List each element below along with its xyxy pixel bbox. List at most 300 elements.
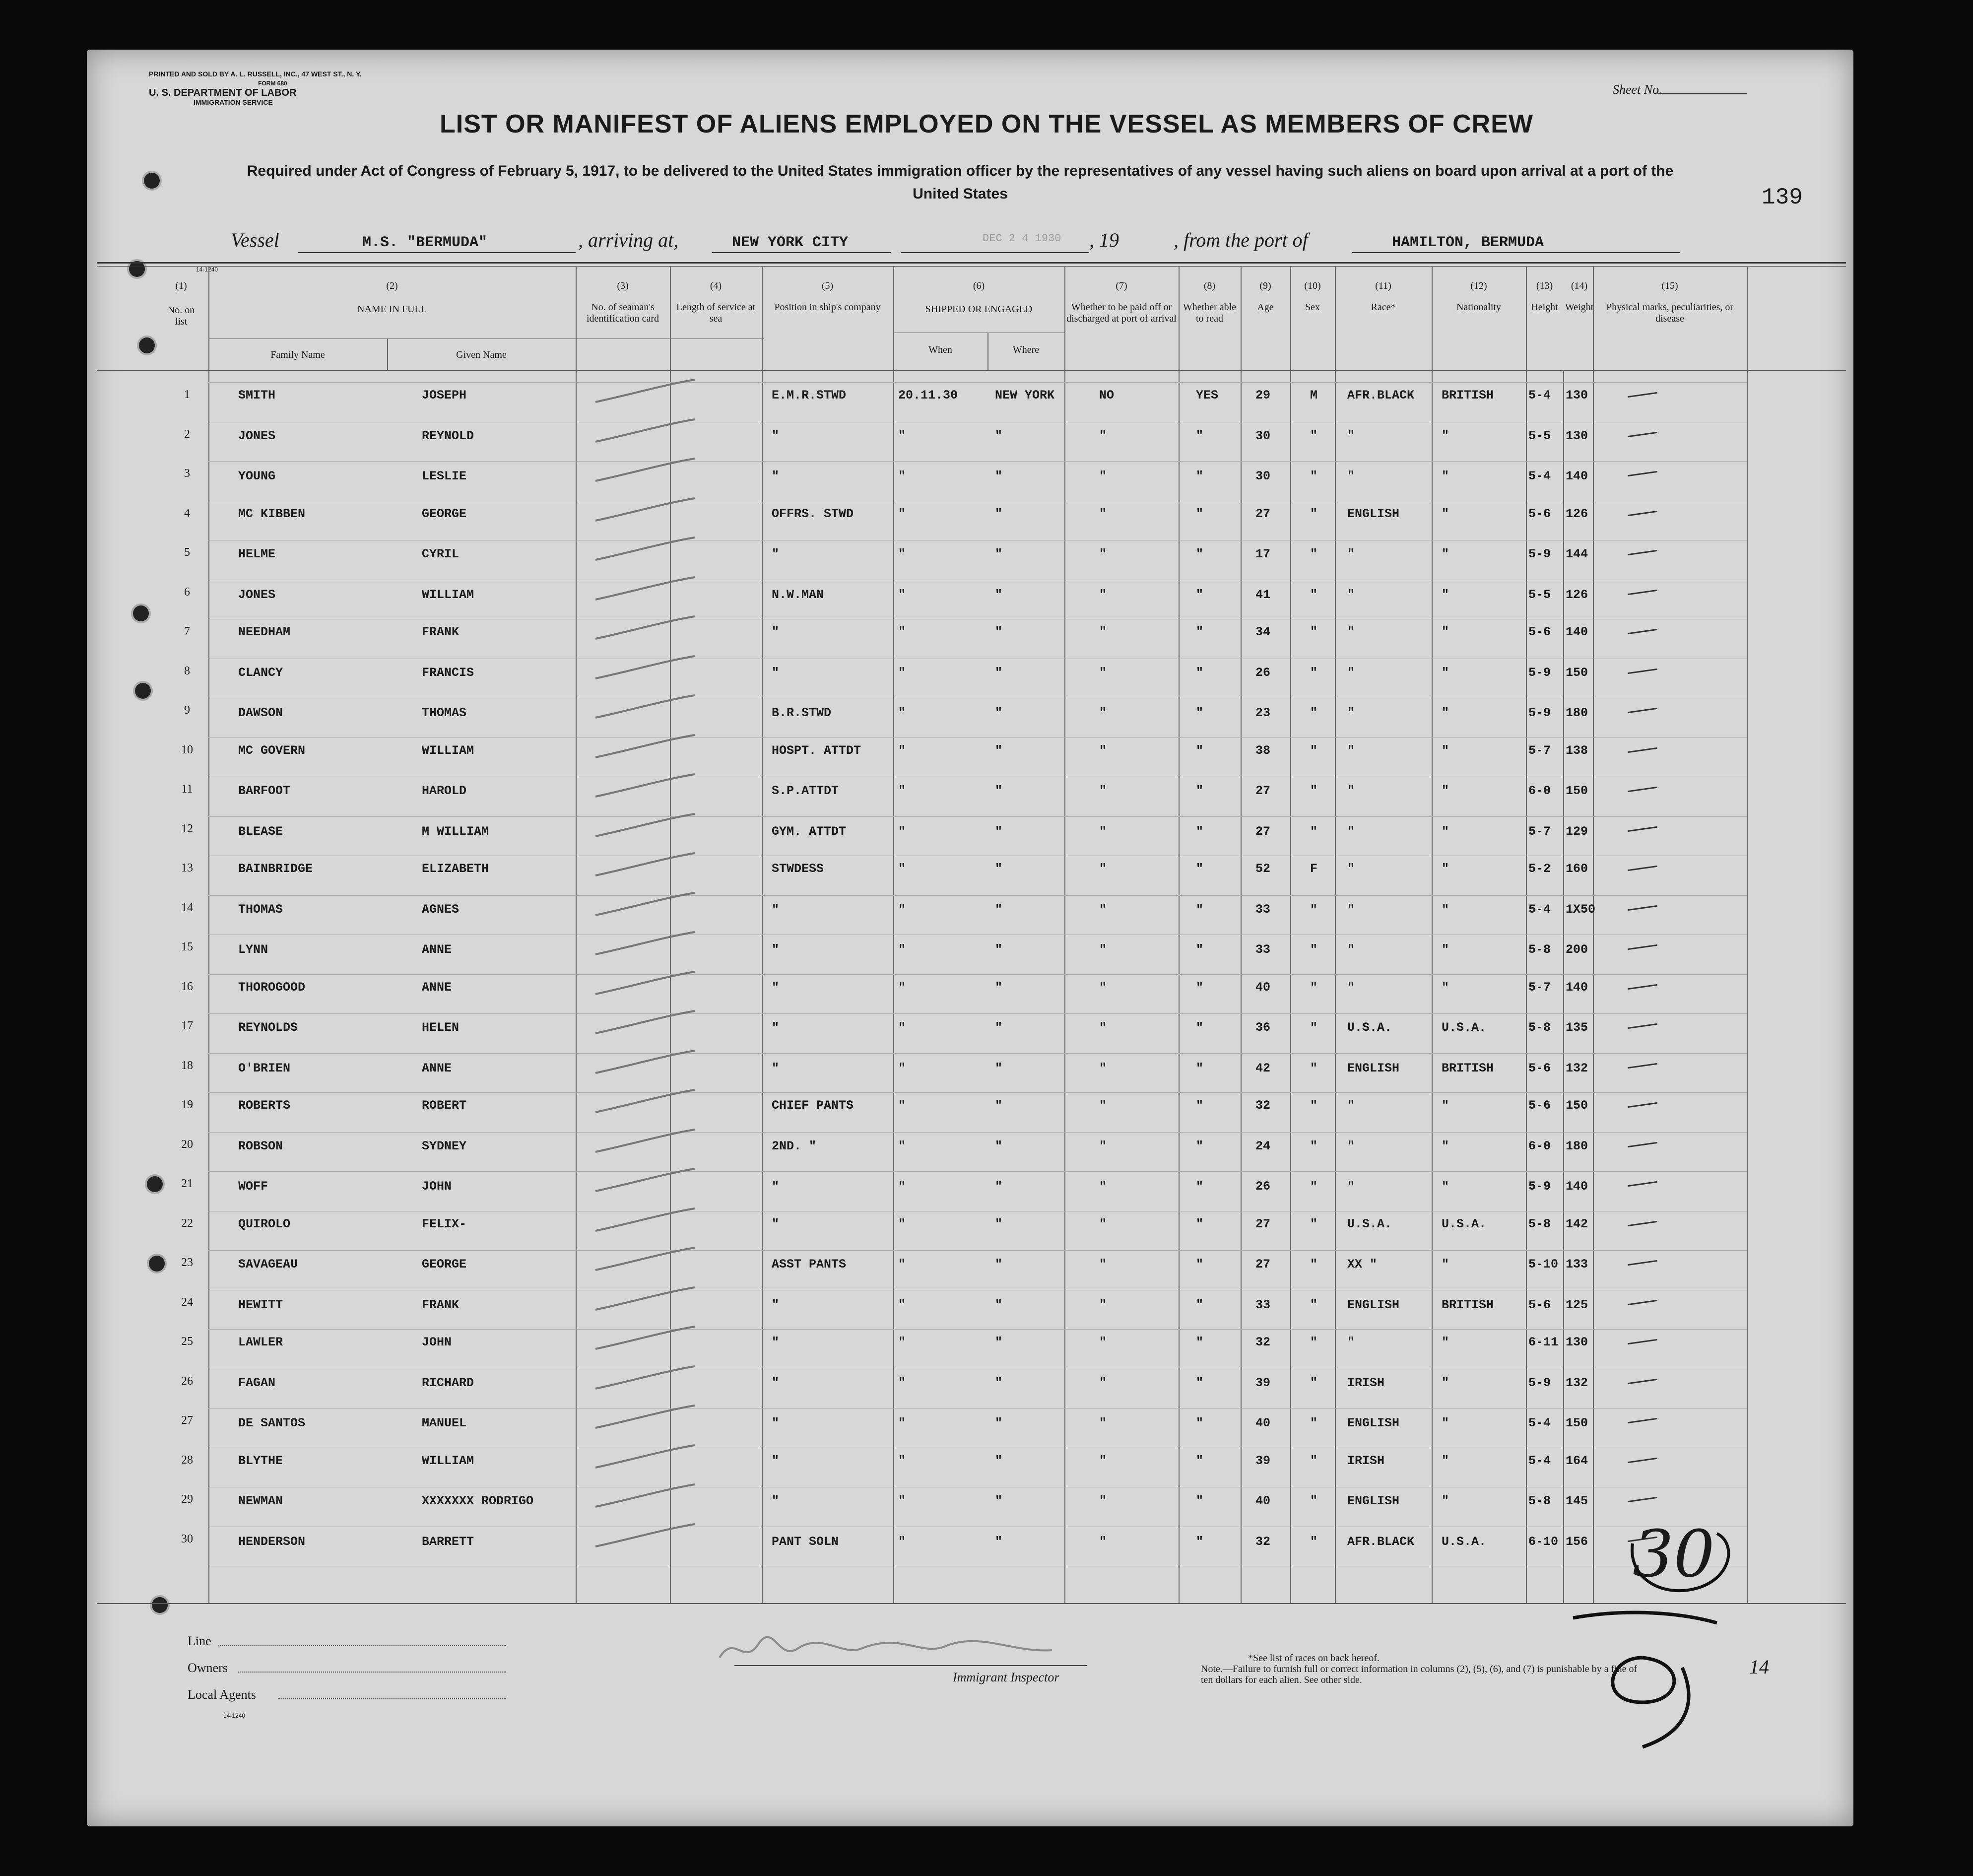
- cell-nationality: U.S.A.: [1442, 1535, 1487, 1549]
- arriving-underline: [712, 252, 891, 253]
- handwritten-total: 30: [1633, 1516, 1715, 1592]
- cell-where: ": [995, 784, 1003, 798]
- cell-sex: ": [1310, 784, 1318, 798]
- cell-position: ": [772, 942, 780, 957]
- cell-age: 27: [1255, 1217, 1271, 1231]
- cell-height: 5-2: [1528, 862, 1551, 876]
- cell-given: HELEN: [422, 1020, 460, 1035]
- column-number-race: (11): [1375, 280, 1391, 291]
- cell-when: ": [898, 1020, 906, 1035]
- cell-paid: ": [1099, 469, 1107, 483]
- cell-height: 5-7: [1528, 980, 1551, 995]
- cell-weight: 180: [1566, 1139, 1588, 1153]
- cell-when: ": [898, 507, 906, 521]
- cell-weight: 140: [1566, 980, 1588, 995]
- cell-when: ": [898, 469, 906, 483]
- from-port-underline: [1352, 252, 1680, 253]
- cell-nationality: ": [1442, 1494, 1449, 1508]
- cell-paid: ": [1099, 743, 1107, 758]
- pencil-check-mark: [591, 654, 700, 683]
- column-number-weight: (14): [1571, 280, 1588, 291]
- cell-read: ": [1196, 942, 1204, 957]
- cell-position: ": [772, 666, 780, 680]
- cell-position: 2ND. ": [772, 1139, 817, 1153]
- pencil-check-mark: [591, 1087, 700, 1117]
- cell-sex: ": [1310, 469, 1318, 483]
- pencil-check-mark: [591, 1206, 700, 1236]
- pencil-check-mark: [591, 1443, 700, 1473]
- cell-family: ROBSON: [238, 1139, 283, 1153]
- cell-height: 5-4: [1528, 388, 1551, 402]
- cell-race: ": [1347, 469, 1355, 483]
- cell-nationality: ": [1442, 942, 1449, 957]
- row-number: 29: [181, 1493, 193, 1506]
- column-number-nationality: (12): [1470, 280, 1487, 291]
- cell-weight: 130: [1566, 429, 1588, 443]
- cell-race: U.S.A.: [1347, 1217, 1392, 1231]
- cell-weight: 140: [1566, 625, 1588, 639]
- column-header-nationality: Nationality: [1456, 302, 1501, 313]
- cell-family: LYNN: [238, 942, 268, 957]
- column-rule: [1747, 266, 1748, 1603]
- from-port: HAMILTON, BERMUDA: [1392, 234, 1544, 251]
- cell-read: ": [1196, 1179, 1204, 1194]
- binder-hole-6: [147, 1176, 163, 1192]
- cell-paid: ": [1099, 1061, 1107, 1075]
- cell-read: ": [1196, 666, 1204, 680]
- cell-race: IRISH: [1347, 1454, 1385, 1468]
- cell-nationality: ": [1442, 1098, 1449, 1113]
- cell-where: ": [995, 1416, 1003, 1430]
- cell-position: ": [772, 1217, 780, 1231]
- cell-read: ": [1196, 784, 1204, 798]
- cell-paid: ": [1099, 1494, 1107, 1508]
- cell-when: ": [898, 1298, 906, 1312]
- cell-height: 5-4: [1528, 469, 1551, 483]
- table-top-rule-2: [97, 266, 1846, 267]
- cell-family: ROBERTS: [238, 1098, 291, 1113]
- row-gridline: [208, 1171, 1747, 1172]
- pencil-check-mark: [591, 1482, 700, 1512]
- cell-weight: 150: [1566, 666, 1588, 680]
- cell-height: 5-8: [1528, 942, 1551, 957]
- cell-position: E.M.R.STWD: [772, 388, 847, 402]
- cell-height: 6-0: [1528, 784, 1551, 798]
- line-label: Line: [188, 1634, 211, 1648]
- cell-weight: 133: [1566, 1257, 1588, 1272]
- row-number: 6: [184, 586, 190, 599]
- cell-family: JONES: [238, 588, 276, 602]
- row-number: 10: [181, 743, 193, 756]
- cell-nationality: ": [1442, 1139, 1449, 1153]
- cell-given: FRANK: [422, 1298, 460, 1312]
- cell-age: 33: [1255, 902, 1271, 917]
- cell-where: ": [995, 1454, 1003, 1468]
- cell-when: ": [898, 743, 906, 758]
- cell-position: ": [772, 1298, 780, 1312]
- cell-read: ": [1196, 1257, 1204, 1272]
- row-gridline: [208, 1329, 1747, 1330]
- cell-height: 5-4: [1528, 1454, 1551, 1468]
- cell-weight: 156: [1566, 1535, 1588, 1549]
- margin-mark: 14: [1749, 1656, 1769, 1678]
- row-number: 26: [181, 1375, 193, 1388]
- cell-sex: ": [1310, 1139, 1318, 1153]
- cell-given: HAROLD: [422, 784, 467, 798]
- pencil-check-mark: [591, 1364, 700, 1394]
- row-number: 3: [184, 467, 190, 480]
- cell-weight: 132: [1566, 1376, 1588, 1390]
- cell-paid: ": [1099, 1376, 1107, 1390]
- cell-position: PANT SOLN: [772, 1535, 839, 1549]
- pencil-check-mark: [591, 1285, 700, 1315]
- cell-when: ": [898, 824, 906, 839]
- cell-read: ": [1196, 1494, 1204, 1508]
- pencil-check-mark: [591, 851, 700, 880]
- cell-position: ": [772, 1335, 780, 1349]
- inspector-label: Immigrant Inspector: [953, 1670, 1059, 1684]
- cell-paid: ": [1099, 1335, 1107, 1349]
- cell-sex: F: [1310, 862, 1318, 876]
- cell-height: 5-8: [1528, 1020, 1551, 1035]
- row-number: 30: [181, 1533, 193, 1545]
- cell-where: ": [995, 1098, 1003, 1113]
- cell-where: ": [995, 862, 1003, 876]
- cell-read: ": [1196, 862, 1204, 876]
- cell-age: 30: [1255, 469, 1271, 483]
- cell-weight: 164: [1566, 1454, 1588, 1468]
- cell-family: YOUNG: [238, 469, 276, 483]
- cell-race: AFR.BLACK: [1347, 1535, 1415, 1549]
- cell-height: 5-5: [1528, 588, 1551, 602]
- cell-weight: 150: [1566, 1416, 1588, 1430]
- row-number: 20: [181, 1138, 193, 1151]
- cell-given: SYDNEY: [422, 1139, 467, 1153]
- cell-family: REYNOLDS: [238, 1020, 298, 1035]
- cell-age: 40: [1255, 980, 1271, 995]
- header-bottom-rule: [97, 370, 1846, 371]
- cell-where: ": [995, 666, 1003, 680]
- total-circle: [1618, 1514, 1747, 1603]
- cell-where: ": [995, 1535, 1003, 1549]
- column-number-marks: (15): [1661, 280, 1678, 291]
- cell-height: 5-7: [1528, 824, 1551, 839]
- pencil-check-mark: [591, 377, 700, 407]
- cell-position: ": [772, 902, 780, 917]
- row-number: 13: [181, 862, 193, 874]
- cell-race: AFR.BLACK: [1347, 388, 1415, 402]
- cell-race: ": [1347, 824, 1355, 839]
- row-gridline: [208, 1053, 1747, 1054]
- cell-race: ": [1347, 862, 1355, 876]
- cell-weight: 150: [1566, 784, 1588, 798]
- cell-sex: ": [1310, 1335, 1318, 1349]
- row-number: 12: [181, 822, 193, 835]
- cell-read: ": [1196, 706, 1204, 720]
- cell-family: HENDERSON: [238, 1535, 306, 1549]
- cell-age: 33: [1255, 942, 1271, 957]
- cell-nationality: ": [1442, 824, 1449, 839]
- cell-given: CYRIL: [422, 547, 460, 561]
- cell-height: 5-9: [1528, 1376, 1551, 1390]
- cell-paid: ": [1099, 1535, 1107, 1549]
- cell-weight: 200: [1566, 942, 1588, 957]
- cell-family: NEWMAN: [238, 1494, 283, 1508]
- column-header-height: Height: [1531, 302, 1558, 313]
- cell-when: ": [898, 942, 906, 957]
- cell-paid: ": [1099, 942, 1107, 957]
- column-number-paid: (7): [1116, 280, 1127, 291]
- cell-age: 26: [1255, 666, 1271, 680]
- cell-given: WILLIAM: [422, 743, 474, 758]
- department-label: U. S. DEPARTMENT OF LABOR: [149, 87, 297, 98]
- line-field: [218, 1645, 506, 1646]
- cell-when: ": [898, 1535, 906, 1549]
- cell-height: 6-0: [1528, 1139, 1551, 1153]
- cell-weight: 132: [1566, 1061, 1588, 1075]
- cell-paid: ": [1099, 1179, 1107, 1194]
- cell-sex: ": [1310, 1179, 1318, 1194]
- cell-race: ": [1347, 666, 1355, 680]
- column-header-no: No. on list: [167, 305, 195, 327]
- cell-race: XX ": [1347, 1257, 1378, 1272]
- cell-weight: 142: [1566, 1217, 1588, 1231]
- cell-age: 39: [1255, 1454, 1271, 1468]
- pencil-check-mark: [591, 969, 700, 999]
- cell-family: SAVAGEAU: [238, 1257, 298, 1272]
- row-number: 23: [181, 1256, 193, 1269]
- cell-given: FRANCIS: [422, 666, 474, 680]
- row-gridline: [208, 1013, 1747, 1014]
- cell-given: MANUEL: [422, 1416, 467, 1430]
- cell-given: JOHN: [422, 1179, 452, 1194]
- cell-where: ": [995, 980, 1003, 995]
- date-stamp: DEC 2 4 1930: [983, 232, 1061, 245]
- cell-read: ": [1196, 429, 1204, 443]
- cell-nationality: ": [1442, 1454, 1449, 1468]
- cell-read: ": [1196, 1298, 1204, 1312]
- cell-position: ": [772, 429, 780, 443]
- row-number: 28: [181, 1454, 193, 1467]
- cell-age: 32: [1255, 1098, 1271, 1113]
- column-number-sex: (10): [1304, 280, 1321, 291]
- cell-when: ": [898, 980, 906, 995]
- cell-when: ": [898, 784, 906, 798]
- cell-paid: ": [1099, 547, 1107, 561]
- binder-hole-7: [149, 1256, 165, 1272]
- cell-family: HELME: [238, 547, 276, 561]
- row-number: 18: [181, 1059, 193, 1072]
- row-number: 2: [184, 428, 190, 441]
- cell-sex: ": [1310, 1454, 1318, 1468]
- cell-given: AGNES: [422, 902, 460, 917]
- column-number-shipped: (6): [973, 280, 985, 291]
- cell-paid: ": [1099, 902, 1107, 917]
- cell-family: BLEASE: [238, 824, 283, 839]
- cell-family: O'BRIEN: [238, 1061, 291, 1075]
- date-underline: [901, 252, 1089, 253]
- pencil-check-mark: [591, 1403, 700, 1433]
- pencil-check-mark: [591, 456, 700, 486]
- cell-family: DE SANTOS: [238, 1416, 306, 1430]
- cell-where: ": [995, 1298, 1003, 1312]
- cell-paid: ": [1099, 1298, 1107, 1312]
- cell-sex: ": [1310, 1298, 1318, 1312]
- cell-age: 40: [1255, 1494, 1271, 1508]
- cell-where: ": [995, 902, 1003, 917]
- cell-family: FAGAN: [238, 1376, 276, 1390]
- cell-race: ": [1347, 706, 1355, 720]
- row-number: 21: [181, 1177, 193, 1190]
- cell-nationality: ": [1442, 469, 1449, 483]
- cell-race: ": [1347, 1139, 1355, 1153]
- cell-when: ": [898, 588, 906, 602]
- owners-label: Owners: [188, 1661, 228, 1675]
- cell-read: ": [1196, 625, 1204, 639]
- pencil-check-mark: [591, 1245, 700, 1275]
- row-gridline: [208, 1092, 1747, 1093]
- cell-read: ": [1196, 1098, 1204, 1113]
- cell-when: ": [898, 666, 906, 680]
- row-gridline: [208, 737, 1747, 738]
- arriving-label: , arriving at,: [578, 229, 679, 251]
- cell-paid: ": [1099, 1257, 1107, 1272]
- column-number-card: (3): [617, 280, 629, 291]
- cell-read: ": [1196, 902, 1204, 917]
- cell-weight: 126: [1566, 507, 1588, 521]
- cell-weight: 160: [1566, 862, 1588, 876]
- cell-nationality: BRITISH: [1442, 1061, 1494, 1075]
- cell-where: ": [995, 429, 1003, 443]
- cell-read: ": [1196, 824, 1204, 839]
- binder-hole-4: [133, 605, 149, 621]
- cell-sex: ": [1310, 666, 1318, 680]
- column-number-no: (1): [175, 280, 187, 291]
- cell-position: OFFRS. STWD: [772, 507, 854, 521]
- cell-nationality: ": [1442, 706, 1449, 720]
- cell-age: 23: [1255, 706, 1271, 720]
- cell-family: JONES: [238, 429, 276, 443]
- cell-given: JOHN: [422, 1335, 452, 1349]
- cell-age: 24: [1255, 1139, 1271, 1153]
- cell-when: ": [898, 1257, 906, 1272]
- footer-form-code: 14-1240: [223, 1712, 246, 1719]
- cell-height: 5-9: [1528, 547, 1551, 561]
- cell-nationality: U.S.A.: [1442, 1020, 1487, 1035]
- cell-nationality: ": [1442, 743, 1449, 758]
- cell-height: 5-5: [1528, 429, 1551, 443]
- pencil-check-mark: [591, 575, 700, 604]
- table-top-rule: [97, 262, 1846, 264]
- arriving-city: NEW YORK CITY: [732, 234, 849, 251]
- cell-read: ": [1196, 980, 1204, 995]
- row-gridline: [208, 1132, 1747, 1133]
- cell-race: ": [1347, 1179, 1355, 1194]
- cell-family: BAINBRIDGE: [238, 862, 313, 876]
- cell-where: ": [995, 1179, 1003, 1194]
- cell-position: ": [772, 1376, 780, 1390]
- cell-paid: ": [1099, 429, 1107, 443]
- cell-nationality: ": [1442, 980, 1449, 995]
- column-header-card: No. of seaman's identification card: [586, 302, 659, 324]
- cell-position: CHIEF PANTS: [772, 1098, 854, 1113]
- cell-nationality: ": [1442, 507, 1449, 521]
- cell-where: ": [995, 743, 1003, 758]
- cell-sex: ": [1310, 942, 1318, 957]
- cell-where: ": [995, 469, 1003, 483]
- cell-position: N.W.MAN: [772, 588, 824, 602]
- cell-sex: ": [1310, 706, 1318, 720]
- cell-given: ROBERT: [422, 1098, 467, 1113]
- cell-height: 5-7: [1528, 743, 1551, 758]
- cell-race: ": [1347, 625, 1355, 639]
- cell-weight: 125: [1566, 1298, 1588, 1312]
- sheet-no-label: Sheet No.: [1613, 82, 1662, 97]
- cell-where: ": [995, 547, 1003, 561]
- cell-where: ": [995, 1020, 1003, 1035]
- cell-paid: ": [1099, 784, 1107, 798]
- pencil-check-mark: [591, 1127, 700, 1157]
- cell-paid: ": [1099, 824, 1107, 839]
- cell-race: ": [1347, 1335, 1355, 1349]
- cell-read: YES: [1196, 388, 1219, 402]
- service-label: IMMIGRATION SERVICE: [194, 98, 273, 106]
- cell-when: ": [898, 706, 906, 720]
- cell-weight: 130: [1566, 388, 1588, 402]
- cell-where: ": [995, 588, 1003, 602]
- cell-read: ": [1196, 1376, 1204, 1390]
- printer-line-2: FORM 680: [258, 80, 287, 87]
- cell-read: ": [1196, 547, 1204, 561]
- cell-race: ": [1347, 784, 1355, 798]
- cell-weight: 138: [1566, 743, 1588, 758]
- cell-position: STWDESS: [772, 862, 824, 876]
- column-subheader-where: Where: [1012, 344, 1040, 355]
- cell-sex: ": [1310, 507, 1318, 521]
- cell-given: WILLIAM: [422, 588, 474, 602]
- row-number: 25: [181, 1335, 193, 1348]
- cell-height: 5-4: [1528, 902, 1551, 917]
- column-subheader-given-name: Given Name: [456, 349, 507, 360]
- cell-paid: ": [1099, 588, 1107, 602]
- row-gridline: [208, 461, 1747, 462]
- cell-where: ": [995, 1335, 1003, 1349]
- cell-where: ": [995, 1257, 1003, 1272]
- column-header-position: Position in ship's company: [774, 302, 881, 313]
- cell-when: ": [898, 1139, 906, 1153]
- cell-nationality: BRITISH: [1442, 388, 1494, 402]
- cell-paid: ": [1099, 1139, 1107, 1153]
- cell-when: ": [898, 1217, 906, 1231]
- row-gridline: [208, 1250, 1747, 1251]
- from-port-label: , from the port of: [1174, 229, 1308, 251]
- cell-given: LESLIE: [422, 469, 467, 483]
- printer-imprint: [149, 69, 362, 107]
- cell-where: ": [995, 824, 1003, 839]
- cell-read: ": [1196, 469, 1204, 483]
- cell-weight: 1X50: [1566, 902, 1596, 917]
- cell-nationality: ": [1442, 1179, 1449, 1194]
- cell-race: ": [1347, 902, 1355, 917]
- cell-age: 27: [1255, 824, 1271, 839]
- pencil-check-mark: [591, 811, 700, 841]
- cell-position: ": [772, 1179, 780, 1194]
- binder-hole-3: [139, 337, 155, 353]
- cell-family: MC GOVERN: [238, 743, 306, 758]
- cell-race: ": [1347, 942, 1355, 957]
- cell-position: B.R.STWD: [772, 706, 832, 720]
- column-number-position: (5): [821, 280, 834, 291]
